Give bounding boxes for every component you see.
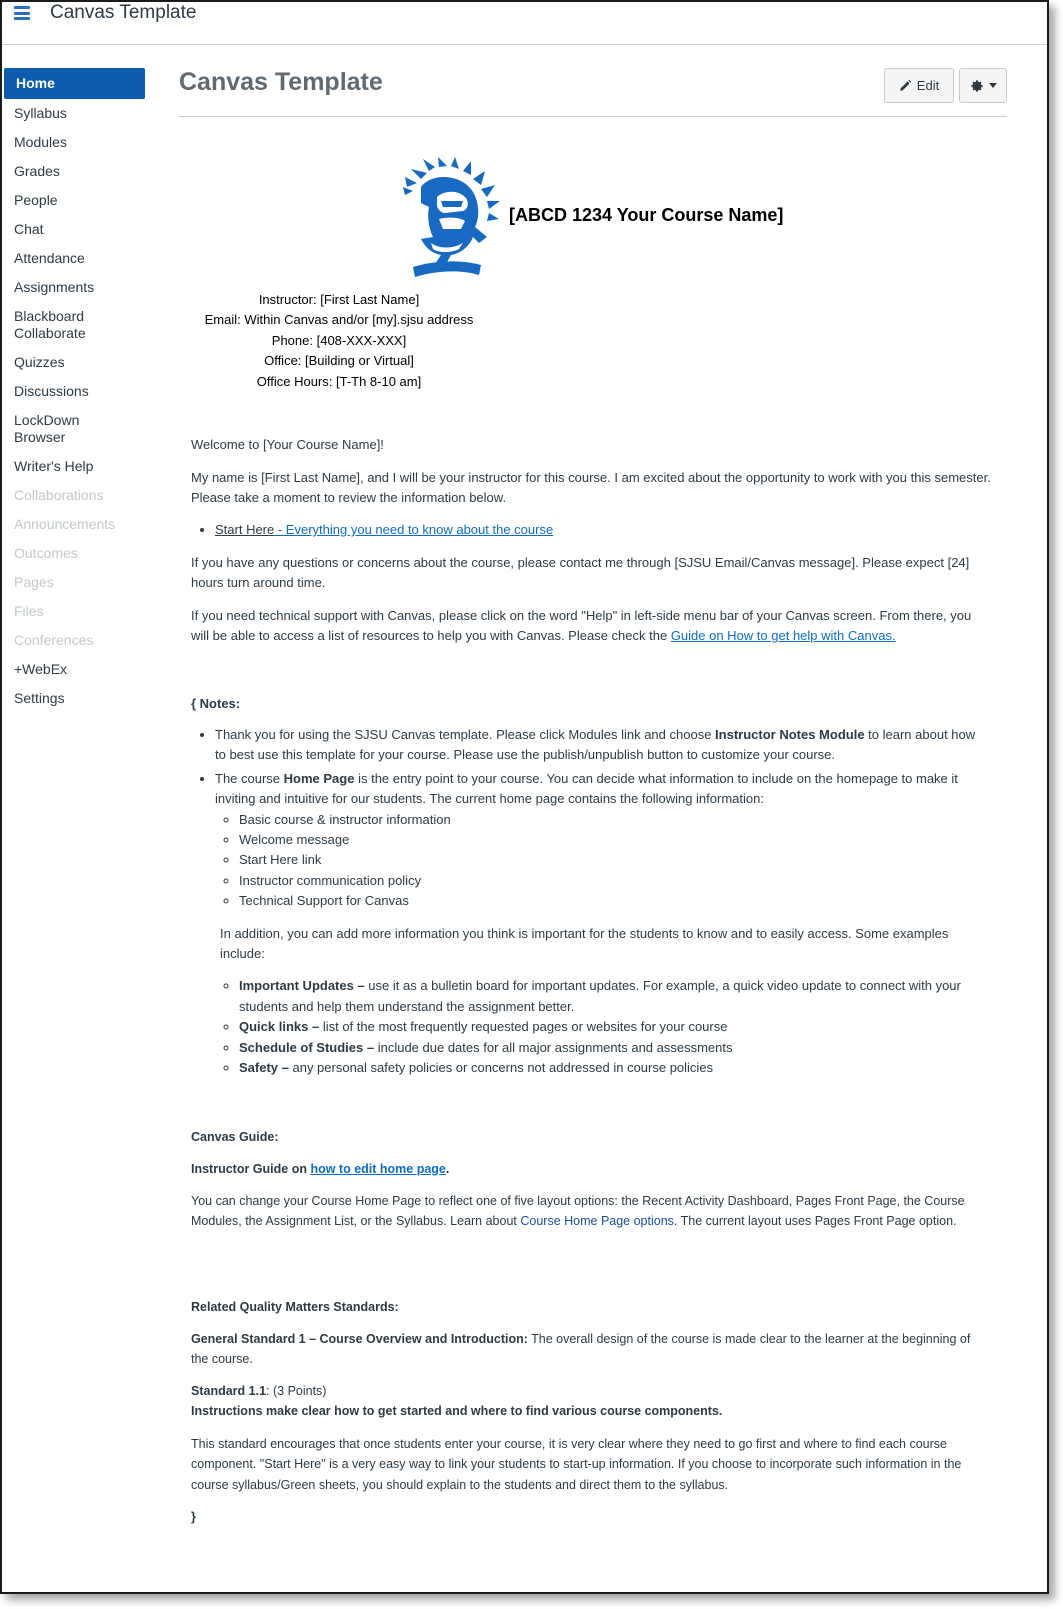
support-text: If you need technical support with Canvas, please click on the word "Help" in left-side menu bar of your Canvas screen. From there, you will be able to access a list of resources to help you with Canvas. Please check the <box>191 608 972 644</box>
sidebar-item-attendance[interactable]: Attendance <box>14 250 85 266</box>
welcome-message: Welcome to [Your Course Name]! <box>191 437 384 452</box>
instructor-phone: Phone: [408-XXX-XXX] <box>271 332 407 348</box>
breadcrumb-course-title[interactable]: Canvas Template <box>50 2 197 23</box>
top-bar <box>2 2 1047 45</box>
sidebar-item-assignments[interactable]: Assignments <box>14 279 95 295</box>
list-item: ◦ Instructor communication policy <box>239 871 981 891</box>
sidebar-item-home[interactable]: Home <box>4 68 145 99</box>
list-item: ◦ Technical Support for Canvas <box>239 891 981 911</box>
example-title: Important Updates – <box>239 978 365 994</box>
sidebar-item-conferences[interactable]: Conferences <box>14 632 94 648</box>
title-divider <box>179 116 1007 117</box>
list-item <box>215 725 981 766</box>
sidebar-item-modules[interactable]: Modules <box>14 134 67 150</box>
start-here-list <box>191 520 991 540</box>
sidebar-item-outcomes[interactable]: Outcomes <box>14 545 78 561</box>
instructor-office-hours: Office Hours: [T-Th 8-10 am] <box>256 373 422 389</box>
list-item <box>239 976 981 1017</box>
standard-text: The overall design of the course is made clear to the learner at the beginning of the course. <box>191 1332 971 1367</box>
questions-paragraph: If you have any questions or concerns about the course, please contact me through [SJSU Email/Canvas message]. Please expect [24] hours turn around time. <box>191 555 970 591</box>
course-header <box>403 157 803 282</box>
sidebar-item-webex[interactable]: +WebEx <box>14 661 68 677</box>
course-name-heading: [ABCD 1234 Your Course Name] <box>509 205 784 225</box>
caret-down-icon <box>989 83 997 89</box>
standard-1-1-block <box>191 1381 991 1422</box>
layout-options-paragraph <box>191 1191 991 1232</box>
sidebar-item-collaborations[interactable]: Collaborations <box>14 487 104 503</box>
support-paragraph <box>191 606 991 647</box>
intro-paragraph: My name is [First Last Name], and I will be your instructor for this course. I am excited about the opportunity to work with you this semester. Please take a moment to review the information below. <box>191 470 991 506</box>
quality-matters-heading: Related Quality Matters Standards: <box>191 1300 399 1314</box>
sidebar-item-lockdown-browser[interactable]: LockDown Browser <box>14 412 80 445</box>
instructor-guide-line <box>191 1159 991 1179</box>
sidebar-item-blackboard-collaborate[interactable]: Blackboard Collaborate <box>14 308 86 341</box>
edit-home-page-link[interactable]: how to edit home page <box>310 1162 446 1176</box>
sidebar-item-discussions[interactable]: Discussions <box>14 383 89 399</box>
standard-description: Instructions make clear how to get started and where to find various course components. <box>191 1404 723 1419</box>
list-item <box>215 520 991 540</box>
guide-suffix: . <box>445 1162 450 1176</box>
sidebar-item-settings[interactable]: Settings <box>14 690 65 706</box>
note-text: Thank you for using the SJSU Canvas template. Please click Modules link and choose <box>215 727 716 742</box>
list-item <box>239 1038 981 1058</box>
sidebar-item-quizzes[interactable]: Quizzes <box>14 354 65 370</box>
edit-button[interactable] <box>884 68 954 103</box>
gear-icon <box>970 79 984 93</box>
edit-button-label: Edit <box>916 78 940 93</box>
standard-title: General Standard 1 – Course Overview and Introduction: <box>191 1332 528 1346</box>
instructor-email: Email: Within Canvas and/or [my].sjsu address <box>204 312 474 328</box>
start-here-link[interactable]: Start Here <box>215 522 275 537</box>
closing-brace: } <box>191 1510 196 1524</box>
standard-body-paragraph: This standard encourages that once students enter your course, it is very clear where they need to go first and where to find each course component. "Start Here" is a very easy way to link your students to start-up information. If you choose to incorporate such information in the course syllabus/Green sheets, you should explain to the students and direct them to the syllabus. <box>191 1437 962 1492</box>
guide-prefix: Instructor Guide on <box>191 1162 311 1176</box>
layout-text: . The current layout uses Pages Front Page option. <box>673 1214 957 1229</box>
list-item <box>215 769 981 1079</box>
pencil-icon <box>899 79 912 92</box>
note-emphasis: Home Page <box>283 770 355 786</box>
page-title: Canvas Template <box>179 68 383 96</box>
settings-menu-button[interactable] <box>959 68 1007 103</box>
canvas-guide-heading: Canvas Guide: <box>191 1130 279 1144</box>
sidebar-item-syllabus[interactable]: Syllabus <box>14 105 67 121</box>
standard-title: Standard 1.1 <box>191 1384 267 1398</box>
list-item: ◦ Welcome message <box>239 830 981 850</box>
list-item <box>239 1017 981 1037</box>
help-guide-link[interactable]: Guide on How to get help with Canvas. <box>670 628 896 644</box>
note-emphasis: Instructor Notes Module <box>715 727 865 742</box>
example-text: use it as a bulletin board for important updates. For example, a quick video update to connect with your students and help them understand the assignment better. <box>239 978 961 1014</box>
note-text: to learn about how to best use this template for your course. Please use the publish/unpublish button to customize your course. <box>215 727 976 763</box>
sidebar-item-files[interactable]: Files <box>14 603 44 619</box>
sidebar-item-chat[interactable]: Chat <box>14 221 44 237</box>
example-title: Quick links – <box>239 1019 320 1035</box>
sidebar-item-people[interactable]: People <box>14 192 58 208</box>
general-standard-paragraph <box>191 1329 991 1370</box>
spartan-logo-icon <box>403 157 503 279</box>
layout-text: You can change your Course Home Page to reflect one of five layout options: the Recent Activity Dashboard, Pages Front Page, the Course Modules, the Assignment List, or the Syllabus. Learn about <box>191 1194 965 1229</box>
note-text: is the entry point to your course. You can decide what information to include on the homepage to make it inviting and intuitive for our students. The current home page contains the following information: <box>215 770 958 807</box>
course-home-page-options-link[interactable]: Course Home Page options <box>520 1214 674 1229</box>
example-title: Safety – <box>239 1060 289 1076</box>
list-item: ◦ Start Here link <box>239 850 981 870</box>
example-text: include due dates for all major assignments and assessments <box>374 1039 733 1055</box>
sidebar-item-writers-help[interactable]: Writer's Help <box>14 458 94 474</box>
notes-list <box>191 725 981 1079</box>
notes-heading: { Notes: <box>191 696 241 711</box>
note-text: The course <box>215 770 284 786</box>
instructor-office: Office: [Building or Virtual] <box>264 353 414 369</box>
example-text: list of the most frequently requested pages or websites for your course <box>319 1019 728 1035</box>
standard-points: : (3 Points) <box>266 1384 327 1398</box>
list-item <box>239 1058 981 1078</box>
example-title: Schedule of Studies – <box>239 1039 375 1055</box>
list-item: ◦ Basic course & instructor information <box>239 810 981 830</box>
sidebar-item-grades[interactable]: Grades <box>14 163 60 179</box>
instructor-name: Instructor: [First Last Name] <box>258 292 420 307</box>
addition-paragraph: In addition, you can add more information you think is important for the students to know and to easily access. Some examples include: <box>220 925 949 962</box>
example-text: any personal safety policies or concerns not addressed in course policies <box>288 1060 714 1076</box>
start-here-description-link[interactable]: - Everything you need to know about the course <box>274 522 554 537</box>
hamburger-menu-icon[interactable] <box>14 6 30 20</box>
instructor-contact-block <box>191 290 1063 392</box>
sidebar-item-announcements[interactable]: Announcements <box>14 516 116 532</box>
sidebar-item-pages[interactable]: Pages <box>14 574 54 590</box>
